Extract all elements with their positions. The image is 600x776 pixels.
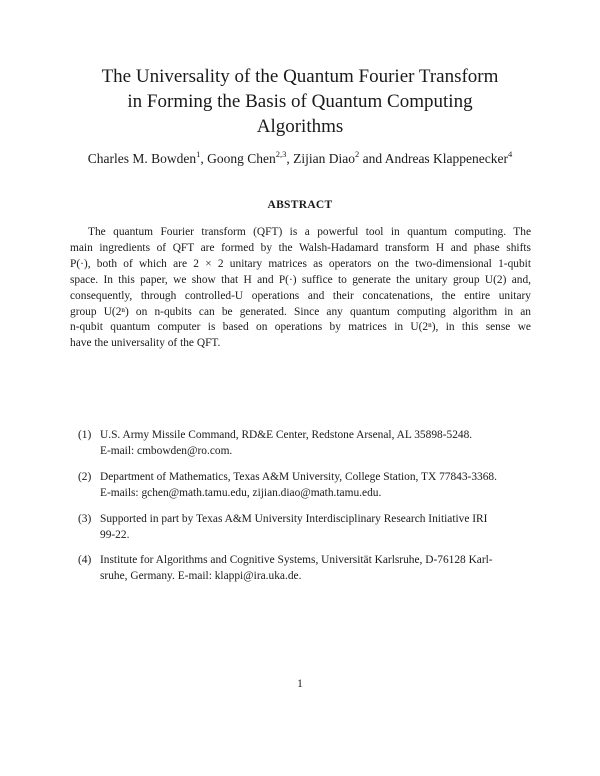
footnote-number: (1) bbox=[78, 429, 92, 441]
abstract-line: group U(2ⁿ) on n-qubits can be generated. Since any quantum computing algorithm in an bbox=[70, 305, 531, 318]
author-affiliation: 1 bbox=[196, 149, 201, 159]
footnote-line: sruhe, Germany. E-mail: klappi@ira.uka.de. bbox=[100, 570, 302, 583]
author-affiliation: 2 bbox=[354, 149, 360, 159]
abstract-line: The quantum Fourier transform (QFT) is a powerful tool in quantum computing. The bbox=[88, 226, 531, 238]
footnote-number: (4) bbox=[78, 554, 92, 567]
footnote-item bbox=[78, 470, 532, 502]
abstract-line: have the universality of the QFT. bbox=[70, 337, 221, 350]
abstract-line: main ingredients of QFT are formed by the Walsh-Hadamard transform H and phase shifts bbox=[70, 241, 531, 254]
author-separator: and bbox=[359, 151, 385, 166]
footnote-line: E-mail: cmbowden@ro.com. bbox=[100, 444, 233, 457]
title-line: The Universality of the Quantum Fourier Transform bbox=[101, 66, 499, 87]
footnote-line: 99-22. bbox=[100, 528, 130, 541]
abstract-line: consequently, through controlled-U operations and their concatenations, the entire unitary bbox=[70, 289, 531, 302]
footnote-item bbox=[78, 512, 532, 544]
author-affiliation: 2,3 bbox=[275, 149, 287, 159]
footnote-list bbox=[78, 428, 532, 595]
author-name: Zijian Diao bbox=[293, 151, 355, 166]
abstract-line: n-qubit quantum computer is based on operations by matrices in U(2ⁿ), in this sense we bbox=[70, 321, 531, 334]
footnote-number: (3) bbox=[78, 512, 92, 525]
title-line: Algorithms bbox=[256, 116, 344, 137]
author-list bbox=[40, 150, 560, 168]
author-affiliation: 4 bbox=[508, 149, 513, 159]
footnote-line: U.S. Army Missile Command, RD&E Center, Redstone Arsenal, AL 35898-5248. bbox=[100, 429, 473, 441]
author-name: Andreas Klappenecker bbox=[384, 151, 509, 166]
title-line: in Forming the Basis of Quantum Computing bbox=[127, 91, 473, 112]
page-number: 1 bbox=[297, 678, 303, 690]
footnote-line: E-mails: gchen@math.tamu.edu, zijian.diao@math.tamu.edu. bbox=[100, 486, 382, 499]
abstract-body bbox=[70, 225, 531, 352]
author-name: Goong Chen bbox=[207, 151, 276, 166]
author-separator: , bbox=[200, 151, 208, 166]
footnote-item bbox=[78, 553, 532, 585]
footnote-line: Department of Mathematics, Texas A&M University, College Station, TX 77843-3368. bbox=[100, 470, 497, 483]
footnote-number: (2) bbox=[78, 470, 92, 483]
abstract-line: space. In this paper, we show that H and P(·) suffice to generate the unitary group U(2) and, bbox=[70, 273, 531, 286]
abstract-line: P(·), both of which are 2 × 2 unitary matrices as operators on the two-dimensional 1-qubit bbox=[70, 257, 531, 270]
paper-title bbox=[60, 64, 540, 139]
footnote-item bbox=[78, 428, 532, 460]
author-name: Charles M. Bowden bbox=[87, 151, 197, 166]
footnote-line: Supported in part by Texas A&M University Interdisciplinary Research Initiative IRI bbox=[100, 512, 488, 525]
footnote-line: Institute for Algorithms and Cognitive Systems, Universität Karlsruhe, D-76128 Karl- bbox=[100, 554, 493, 567]
author-separator: , bbox=[286, 151, 294, 166]
abstract-heading: ABSTRACT bbox=[267, 199, 333, 211]
